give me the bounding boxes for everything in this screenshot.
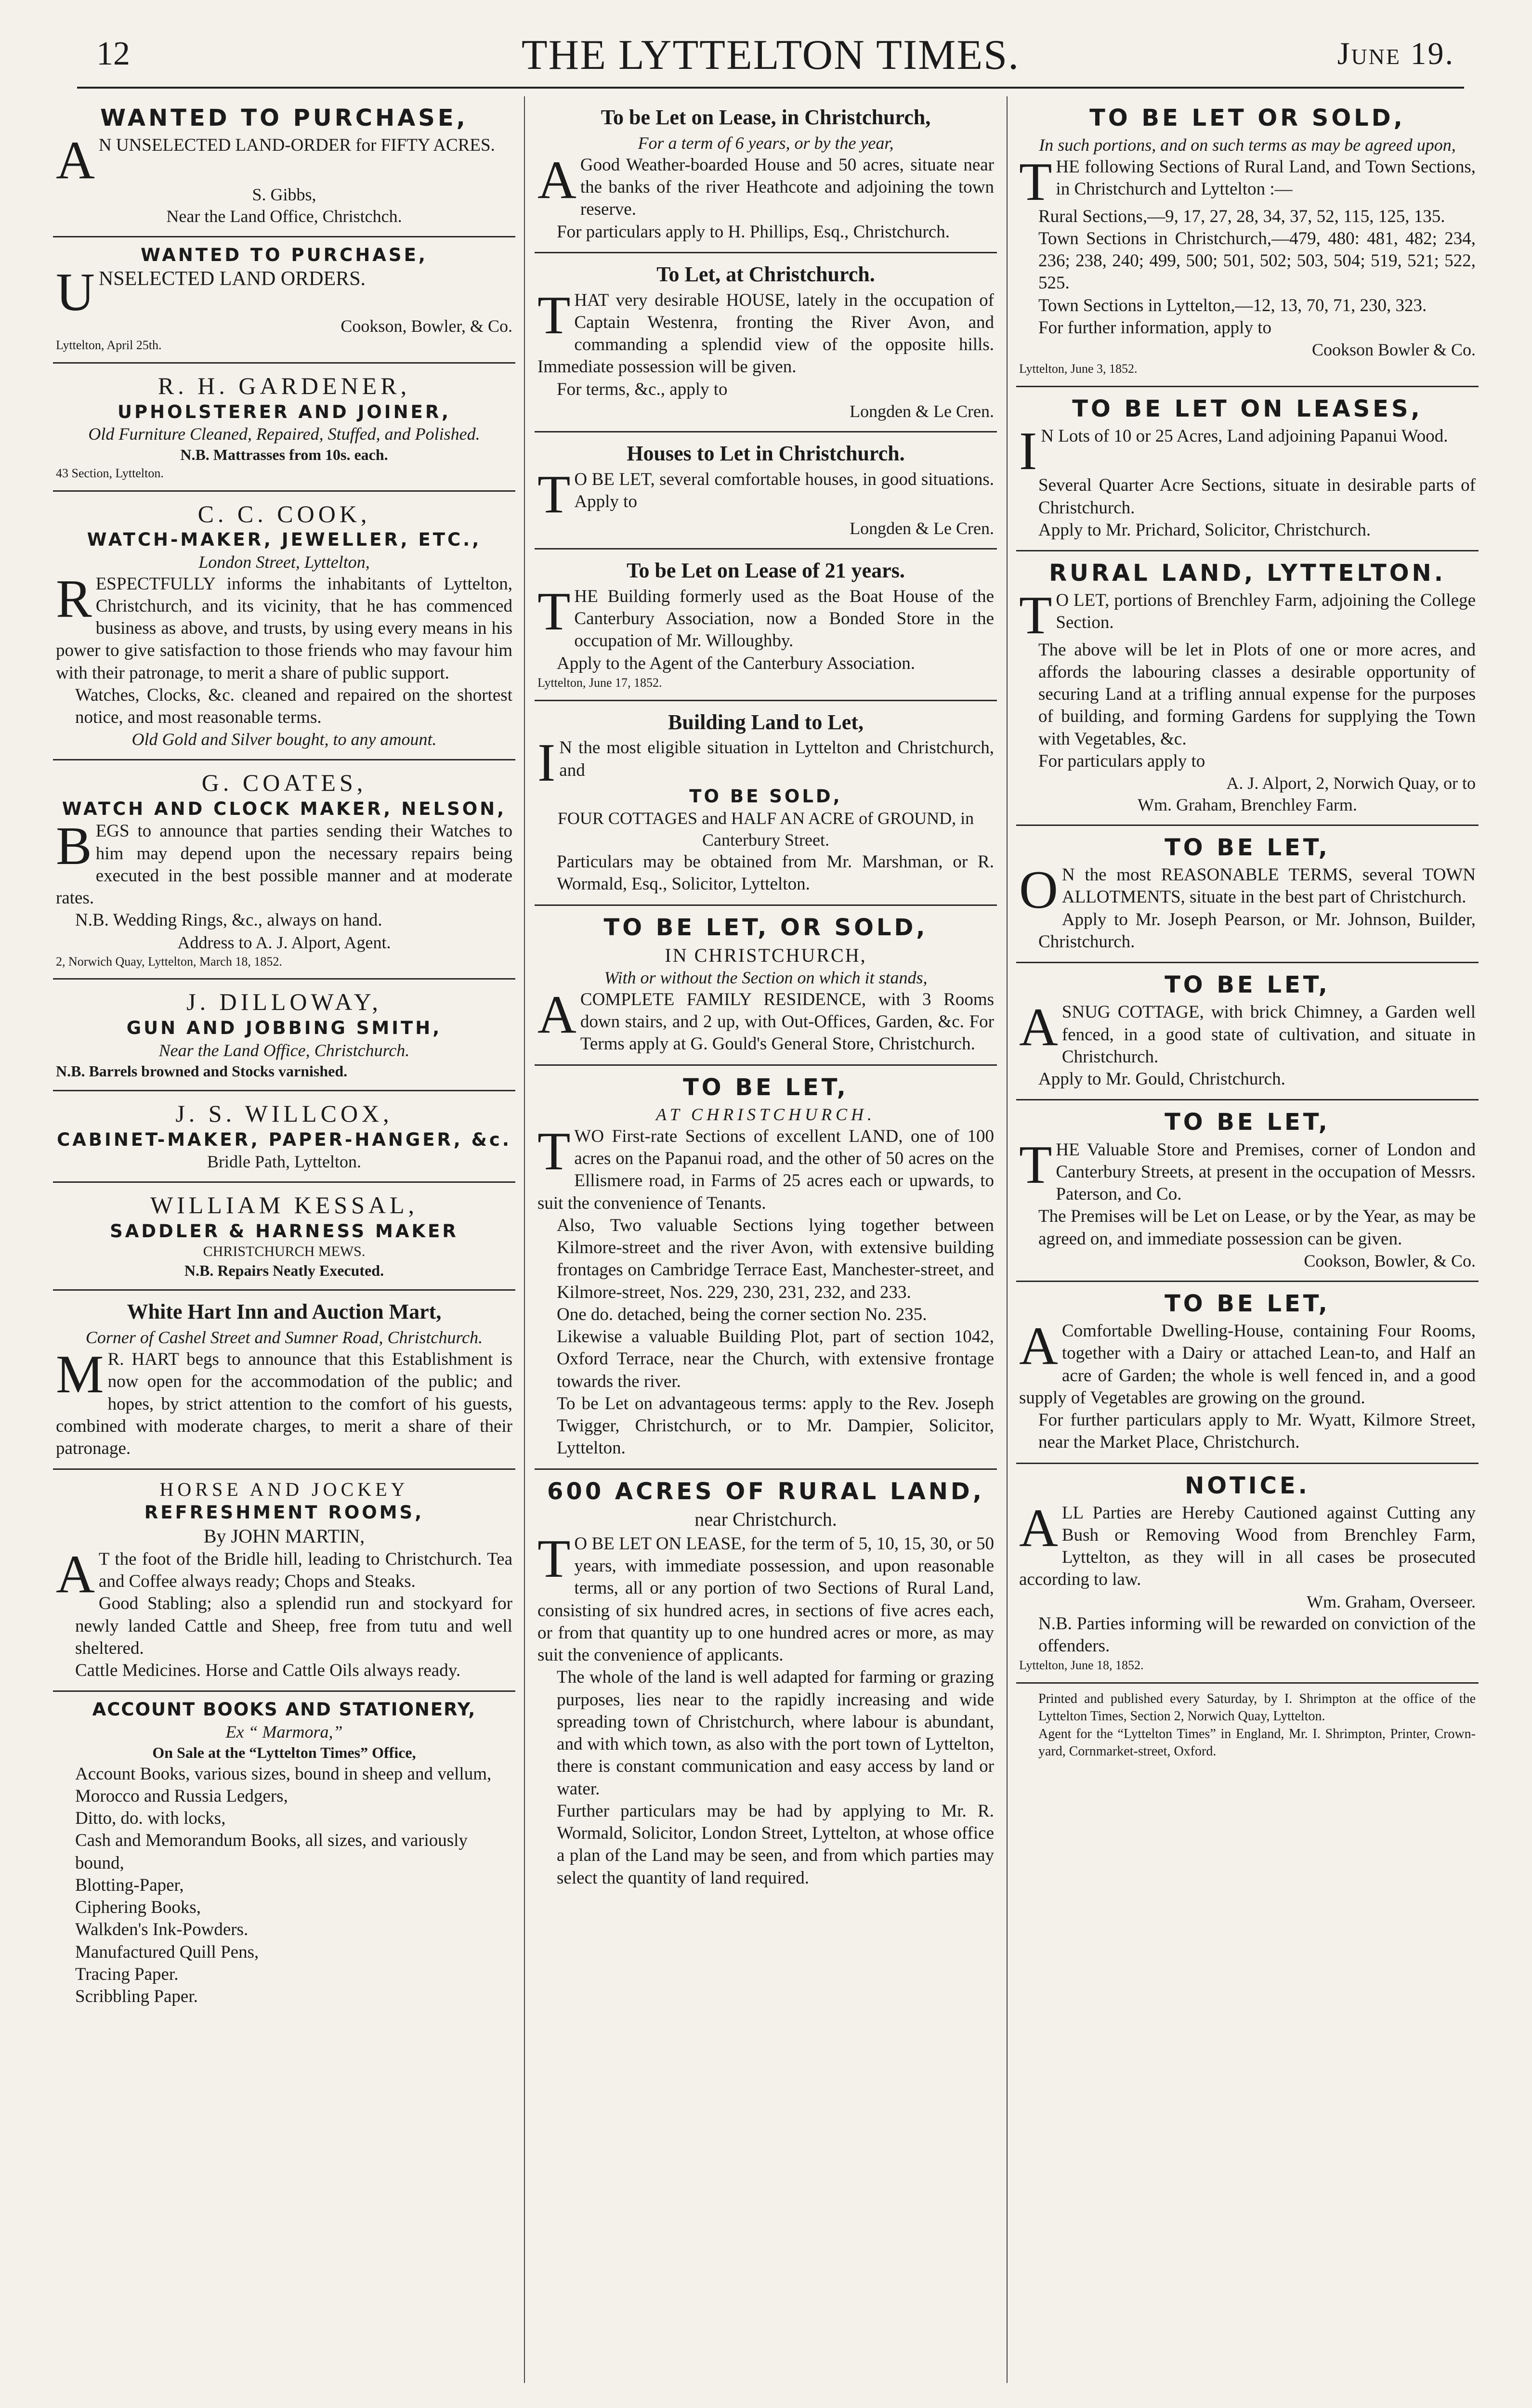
ad-body-2: The whole of the land is well adapted for farming or grazing purposes, lies near to the rapidly increasing and wide spreading town of Christchurch, where labour is abundant, and with which town, as also with the port town of Lyttelton, there is constant communication and easy access by land or water. — [557, 1667, 994, 1799]
ad-address: Near the Land Office, Christchurch. — [158, 1040, 410, 1060]
ad-signature: Cookson, Bowler, & Co. — [1304, 1251, 1476, 1270]
ad-dilloway — [53, 980, 515, 1091]
ad-body: COMPLETE FAMILY RESIDENCE, with 3 Rooms down stairs, and 2 up, with Out-Offices, Garden, &c. For Terms apply at G. Gould's General Store, Christchurch. — [580, 989, 994, 1054]
drop-cap: R — [56, 569, 92, 629]
ad-signature: Cookson, Bowler, & Co. — [340, 316, 512, 336]
list-item: Tracing Paper. — [75, 1964, 179, 1984]
ad-signature: Wm. Graham, Overseer. — [1307, 1592, 1476, 1611]
advertiser-trade: UPHOLSTERER AND JOINER, — [117, 401, 451, 422]
drop-cap: A — [1019, 1498, 1058, 1558]
ad-signature-address: Near the Land Office, Christchch. — [166, 206, 402, 226]
ad-place: AT CHRISTCHURCH. — [655, 1104, 876, 1124]
drop-cap: A — [537, 150, 576, 210]
ad-heading: TO BE LET, — [1165, 1290, 1330, 1317]
newspaper-title: THE LYTTELTON TIMES. — [521, 32, 1020, 79]
ad-body: O LET, portions of Brenchley Farm, adjoining the College Section. — [1056, 590, 1476, 633]
advertiser-trade: CABINET-MAKER, PAPER-HANGER, &c. — [57, 1129, 511, 1150]
ad-body: NSELECTED LAND ORDERS. — [98, 268, 366, 290]
ad-body-5: To be Let on advantageous terms: apply to the Rev. Joseph Twigger, Christchurch, or to Mr. Dampier, Solicitor, Lyttelton. — [557, 1393, 994, 1458]
ad-body: Good Weather-boarded House and 50 acres, situate near the banks of the river Heathcote and adjoining the town reserve. — [580, 155, 994, 220]
ad-heading: TO BE LET, — [1165, 834, 1330, 862]
ad-body-2: Good Stabling; also a splendid run and stockyard for newly landed Cattle and Sheep, free from tutu and well sheltered. — [75, 1594, 512, 1658]
town-sections-christchurch: Town Sections in Christchurch,—479, 480: 481, 482; 234, 236; 238, 240; 499, 500; 501, 502; 503, 504; 519, 521; 522, 525. — [1038, 228, 1476, 293]
ad-signature-2: Wm. Graham, Brenchley Farm. — [1138, 795, 1357, 815]
ad-note: N.B. Barrels browned and Stocks varnished. — [56, 1062, 348, 1080]
ad-body-2: Also, Two valuable Sections lying together between Kilmore-street and the river Avon, with extensive building frontages on Cambridge Terrace East, Manchester-street, and Kilmore-street, Nos. 229, 230, 231, 232, and 233. — [557, 1215, 994, 1302]
ad-heading: WANTED TO PURCHASE, — [141, 244, 428, 265]
drop-cap: T — [537, 285, 571, 345]
advertiser-trade: SADDLER & HARNESS MAKER — [110, 1220, 458, 1242]
drop-cap: T — [537, 1529, 571, 1589]
ad-address: Bridle Path, Lyttelton. — [207, 1152, 361, 1172]
drop-cap: T — [537, 581, 571, 641]
ad-lease-21-years — [535, 550, 997, 701]
ad-body-2: Several Quarter Acre Sections, situate in desirable parts of Christchurch. — [1038, 475, 1476, 518]
column-divider — [524, 96, 525, 2383]
ad-heading: White Hart Inn and Auction Mart, — [127, 1300, 442, 1324]
ad-body-2: Watches, Clocks, &c. cleaned and repaired on the shortest notice, and most reasonable terms. — [75, 685, 512, 728]
ad-note: N.B. Mattrasses from 10s. each. — [180, 446, 388, 464]
ad-to-let-christchurch — [535, 253, 997, 432]
ad-body-2: The Premises will be Let on Lease, or by the Year, as may be agreed on, and immediate possession can be given. — [1038, 1206, 1476, 1249]
ad-body: R. HART begs to announce that this Establishment is now open for the accommodation of the public; and hopes, by strict attention to the comfort of his guests, combined with moderate charges, to merit a share of their patronage. — [56, 1349, 512, 1459]
drop-cap: A — [1019, 997, 1058, 1058]
ad-body: SNUG COTTAGE, with brick Chimney, a Garden well fenced, in a good state of cultivation, and situate in Christchurch. — [1061, 1002, 1476, 1067]
ad-houses-to-let — [535, 432, 997, 550]
ad-address: London Street, Lyttelton, — [198, 552, 370, 572]
list-item: Cash and Memorandum Books, all sizes, and variously bound, — [75, 1831, 468, 1873]
ad-coates — [53, 760, 515, 980]
ad-dateline: Lyttelton, June 17, 1852. — [537, 675, 662, 690]
ad-to-let-sections — [535, 1066, 997, 1470]
list-item: Morocco and Russia Ledgers, — [75, 1786, 288, 1806]
ad-building-land — [535, 701, 997, 906]
drop-cap: I — [1019, 421, 1037, 481]
ad-body: O BE LET ON LEASE, for the term of 5, 10, 15, 30, or 50 years, with immediate possession, and upon reasonable terms, all or any portion of two Sections of Rural Land, consisting of six hundred acres, in sections of five acres each, or from that quantity up to one hundred acres or more, as may suit the convenience of applicants. — [537, 1533, 994, 1665]
advertiser-name: J. S. WILLCOX, — [175, 1100, 393, 1127]
ad-proprietor: By JOHN MARTIN, — [203, 1525, 365, 1547]
ad-dwelling-house — [1016, 1282, 1479, 1464]
advertiser-name: R. H. GARDENER, — [157, 372, 411, 400]
advertiser-name: WILLIAM KESSAL, — [150, 1191, 419, 1219]
ad-heading: Building Land to Let, — [668, 710, 864, 734]
ad-term: With or without the Section on which it stands, — [604, 968, 928, 987]
ad-body: O BE LET, several comfortable houses, in good situations. Apply to — [574, 469, 994, 511]
ad-body: N UNSELECTED LAND-ORDER for FIFTY ACRES. — [98, 135, 495, 156]
ad-body-3: Apply to Mr. Prichard, Solicitor, Christchurch. — [1038, 520, 1371, 540]
drop-cap: A — [537, 984, 576, 1045]
ad-heading: HORSE AND JOCKEY — [159, 1479, 409, 1501]
drop-cap: I — [537, 733, 556, 793]
ad-body-2: For terms, &c., apply to — [557, 379, 728, 399]
ad-rural-land-lyttelton — [1016, 551, 1479, 826]
ad-signature: Cookson Bowler & Co. — [1311, 340, 1476, 359]
column-divider — [1007, 96, 1008, 2383]
ad-body-2: Apply to Mr. Joseph Pearson, or Mr. Johnson, Builder, Christchurch. — [1038, 909, 1476, 952]
ad-body-2: The above will be let in Plots of one or more acres, and affords the labouring classes a desirable opportunity of securing Land at a trifling annual expense for the purposes of building, and forming Gardens for supplying the Town with Vegetables, &c. — [1038, 640, 1476, 749]
drop-cap: A — [56, 131, 95, 191]
ad-heading: To Let, at Christchurch. — [656, 262, 875, 286]
column-1 — [53, 96, 515, 2383]
imprint — [1016, 1684, 1479, 1769]
ad-tagline: Old Furniture Cleaned, Repaired, Stuffed, and Polished. — [88, 424, 480, 444]
ad-body: EGS to announce that parties sending their Watches to him may depend upon the necessary repairs being executed in the best possible manner and at moderate rates. — [56, 821, 512, 908]
list-item: Walkden's Ink-Powders. — [75, 1920, 249, 1940]
ad-dateline: Lyttelton, June 18, 1852. — [1019, 1658, 1144, 1673]
ad-body: WO First-rate Sections of excellent LAND, one of 100 acres on the Papanui road, and the other of 50 acres on the Ellismere road, in Farms of 25 acres each or upwards, to suit the convenience of Tenants. — [537, 1126, 994, 1213]
ad-wanted-land-order — [53, 96, 515, 237]
ad-heading: To be Let on Lease, in Christchurch, — [601, 105, 931, 129]
ad-onsale: On Sale at the “Lyttelton Times” Office, — [152, 1743, 416, 1761]
ad-body-3: Cattle Medicines. Horse and Cattle Oils always ready. — [75, 1661, 461, 1681]
ad-kessal — [53, 1183, 515, 1291]
drop-cap: T — [1019, 1135, 1052, 1195]
ad-body-2: For further particulars apply to Mr. Wyatt, Kilmore Street, near the Market Place, Christchurch. — [1038, 1410, 1476, 1453]
ad-note: N.B. Repairs Neatly Executed. — [184, 1261, 384, 1279]
list-item: Manufactured Quill Pens, — [75, 1942, 259, 1962]
column-2 — [535, 96, 997, 2383]
ad-body-2: For particulars apply to H. Phillips, Esq., Christchurch. — [557, 222, 950, 242]
ad-heading: To be Let on Lease of 21 years. — [627, 558, 905, 582]
drop-cap: T — [1019, 152, 1052, 212]
ad-heading: NOTICE. — [1185, 1472, 1310, 1499]
drop-cap: T — [1019, 586, 1052, 646]
ad-heading: TO BE LET ON LEASES, — [1072, 395, 1423, 422]
advertiser-name: G. COATES, — [201, 769, 367, 797]
ad-lease-christchurch — [535, 96, 997, 253]
ad-body: HE Valuable Store and Premises, corner of London and Canterbury Streets, at present in the occupation of Messrs. Paterson, and Co. — [1056, 1139, 1476, 1204]
list-item: Account Books, various sizes, bound in sheep and vellum, — [75, 1764, 492, 1784]
ad-body-4: Likewise a valuable Building Plot, part of section 1042, Oxford Terrace, near the Church, with extensive frontage towards the river. — [557, 1327, 994, 1391]
ad-agent: Address to A. J. Alport, Agent. — [177, 932, 391, 952]
ad-heading: TO BE LET, — [683, 1073, 849, 1101]
ad-town-allotments — [1016, 826, 1479, 963]
ad-body: Comfortable Dwelling-House, containing Four Rooms, together with a Dairy or attached Lean-to, and Half an acre of Garden; the whole is well fenced in, and a good supply of Vegetables are growing on the ground. — [1019, 1321, 1476, 1408]
list-item: Blotting-Paper, — [75, 1875, 184, 1895]
ad-heading: TO BE LET, OR SOLD, — [603, 914, 928, 941]
ad-body: N the most eligible situation in Lyttelton and Christchurch, and — [559, 738, 994, 780]
drop-cap: T — [537, 464, 571, 524]
ad-wanted-land-orders — [53, 237, 515, 364]
ad-body: LL Parties are Hereby Cautioned against Cutting any Bush or Removing Wood from Brenchley Farm, Lyttelton, as they will in all cases be prosecuted according to law. — [1019, 1503, 1476, 1590]
ad-address: Corner of Cashel Street and Sumner Road, Christchurch. — [85, 1328, 483, 1348]
drop-cap: A — [56, 1544, 95, 1604]
list-item: Ditto, do. with locks, — [75, 1808, 226, 1829]
ad-body-2: Apply to Mr. Gould, Christchurch. — [1038, 1069, 1285, 1089]
ad-signature: Longden & Le Cren. — [850, 401, 994, 421]
ad-heading: Houses to Let in Christchurch. — [627, 441, 905, 465]
ad-white-hart-inn — [53, 1291, 515, 1470]
ad-body: HAT very desirable HOUSE, lately in the occupation of Captain Westenra, fronting the River Avon, and commanding a splendid view of the opposite hills. Immediate possession will be given. — [537, 290, 994, 377]
ad-let-or-sold-christchurch — [535, 906, 997, 1066]
ad-subheading: REFRESHMENT ROOMS, — [144, 1502, 424, 1523]
ad-willcox — [53, 1091, 515, 1183]
list-item: Ciphering Books, — [75, 1898, 201, 1918]
ad-heading: TO BE LET, — [1165, 971, 1330, 999]
town-sections-lyttelton: Town Sections in Lyttelton,—12, 13, 70, 71, 230, 323. — [1038, 295, 1427, 315]
rural-sections: Rural Sections,—9, 17, 27, 28, 34, 37, 52, 115, 125, 135. — [1038, 206, 1445, 226]
ad-dateline: Lyttelton, June 3, 1852. — [1019, 362, 1138, 376]
ad-body-2: Apply to the Agent of the Canterbury Association. — [557, 653, 915, 673]
ad-body-3: For particulars apply to — [1038, 751, 1205, 771]
ad-notice — [1016, 1464, 1479, 1684]
ad-address: CHRISTCHURCH MEWS. — [203, 1243, 366, 1260]
ad-body-3: One do. detached, being the corner section No. 235. — [557, 1304, 927, 1324]
ad-body-2: Particulars may be obtained from Mr. Marshman, or R. Wormald, Esq., Solicitor, Lyttelton. — [557, 852, 994, 894]
advertiser-name: J. DILLOWAY, — [186, 988, 382, 1016]
ad-further: For further information, apply to — [1038, 317, 1271, 338]
page-header — [77, 29, 1464, 89]
ad-let-on-leases — [1016, 387, 1479, 551]
ad-heading: 600 ACRES OF RURAL LAND, — [547, 1478, 984, 1505]
drop-cap: T — [537, 1121, 571, 1181]
ad-horse-and-jockey — [53, 1470, 515, 1692]
ad-note: N.B. Wedding Rings, &c., always on hand. — [75, 910, 382, 930]
ad-signature: S. Gibbs, — [252, 184, 316, 204]
drop-cap: M — [56, 1345, 104, 1405]
issue-date: June 19. — [1337, 36, 1454, 71]
drop-cap: U — [56, 262, 95, 323]
ad-ship: Ex “ Marmora,” — [225, 1722, 343, 1741]
ad-let-or-sold-sections — [1016, 96, 1479, 387]
list-item: Scribbling Paper. — [75, 1987, 198, 2007]
ad-signature: Longden & Le Cren. — [850, 518, 994, 538]
page-number: 12 — [96, 35, 130, 72]
ad-snug-cottage — [1016, 963, 1479, 1100]
ad-body: T the foot of the Bridle hill, leading to Christchurch. Tea and Coffee always ready; Chops and Steaks. — [98, 1549, 512, 1592]
ad-footer: Old Gold and Silver bought, to any amount. — [131, 730, 437, 749]
ad-dateline: 2, Norwich Quay, Lyttelton, March 18, 1852. — [56, 954, 282, 968]
drop-cap: B — [56, 816, 92, 877]
ad-subheading: TO BE SOLD, — [689, 785, 842, 807]
ad-heading: ACCOUNT BOOKS AND STATIONERY, — [92, 1699, 476, 1720]
ad-cottages: FOUR COTTAGES and HALF AN ACRE of GROUND, in Canterbury Street. — [557, 809, 974, 850]
drop-cap: O — [1019, 860, 1058, 920]
ad-body: HE Building formerly used as the Boat House of the Canterbury Association, now a Bonded Store in the occupation of Mr. Willoughby. — [574, 586, 994, 651]
ad-term: For a term of 6 years, or by the year, — [638, 133, 894, 153]
ad-dateline: Lyttelton, April 25th. — [56, 338, 162, 353]
ad-address: 43 Section, Lyttelton. — [56, 466, 164, 480]
ad-term: In such portions, and on such terms as may be agreed upon, — [1039, 135, 1456, 155]
ad-gardener — [53, 364, 515, 491]
imprint-line: Printed and published every Saturday, by I. Shrimpton at the office of the Lyttelton Times, Section 2, Norwich Quay, Lyttelton. — [1038, 1691, 1476, 1724]
ad-body: ESPECTFULLY informs the inhabitants of Lyttelton, Christchurch, and its vicinity, that he has commenced business as above, and trusts, by using every means in his power to give satisfaction to those friends who may favour him with their patronage, to merit a share of public support. — [56, 574, 512, 683]
ad-body: HE following Sections of Rural Land, and Town Sections, in Christchurch and Lyttelton :— — [1056, 157, 1476, 199]
column-3 — [1016, 96, 1479, 2383]
ad-heading: WANTED TO PURCHASE, — [100, 105, 468, 131]
imprint-line: Agent for the “Lyttelton Times” in England, Mr. I. Shrimpton, Printer, Crown-yard, Cornmarket-street, Oxford. — [1038, 1726, 1476, 1759]
advertiser-trade: GUN AND JOBBING SMITH, — [126, 1017, 442, 1038]
ad-cook — [53, 492, 515, 761]
ad-note: N.B. Parties informing will be rewarded on conviction of the offenders. — [1038, 1613, 1476, 1656]
ad-heading: TO BE LET OR SOLD, — [1089, 105, 1405, 131]
ad-place: near Christchurch. — [694, 1508, 837, 1530]
ad-place: IN CHRISTCHURCH, — [665, 944, 867, 966]
drop-cap: A — [1019, 1316, 1058, 1376]
ad-signature: A. J. Alport, 2, Norwich Quay, or to — [1226, 773, 1476, 793]
ad-heading: RURAL LAND, LYTTELTON. — [1049, 560, 1446, 587]
ad-heading: TO BE LET, — [1165, 1109, 1330, 1136]
advertiser-trade: WATCH-MAKER, JEWELLER, ETC., — [87, 529, 482, 550]
ad-account-books — [53, 1692, 515, 2016]
ad-600-acres — [535, 1470, 997, 1898]
advertiser-name: C. C. COOK, — [197, 500, 371, 527]
advertiser-trade: WATCH AND CLOCK MAKER, NELSON, — [62, 798, 507, 819]
ad-body: N the most REASONABLE TERMS, several TOWN ALLOTMENTS, situate in the best part of Christchurch. — [1061, 865, 1476, 907]
ad-body-3: Further particulars may be had by applying to Mr. R. Wormald, Solicitor, London Street, Lyttelton, at whose office a plan of the Land may be seen, and from which parties may select the quantity of land required. — [557, 1801, 994, 1888]
ad-body: N Lots of 10 or 25 Acres, Land adjoining Papanui Wood. — [1041, 426, 1448, 446]
ad-store-premises — [1016, 1100, 1479, 1282]
